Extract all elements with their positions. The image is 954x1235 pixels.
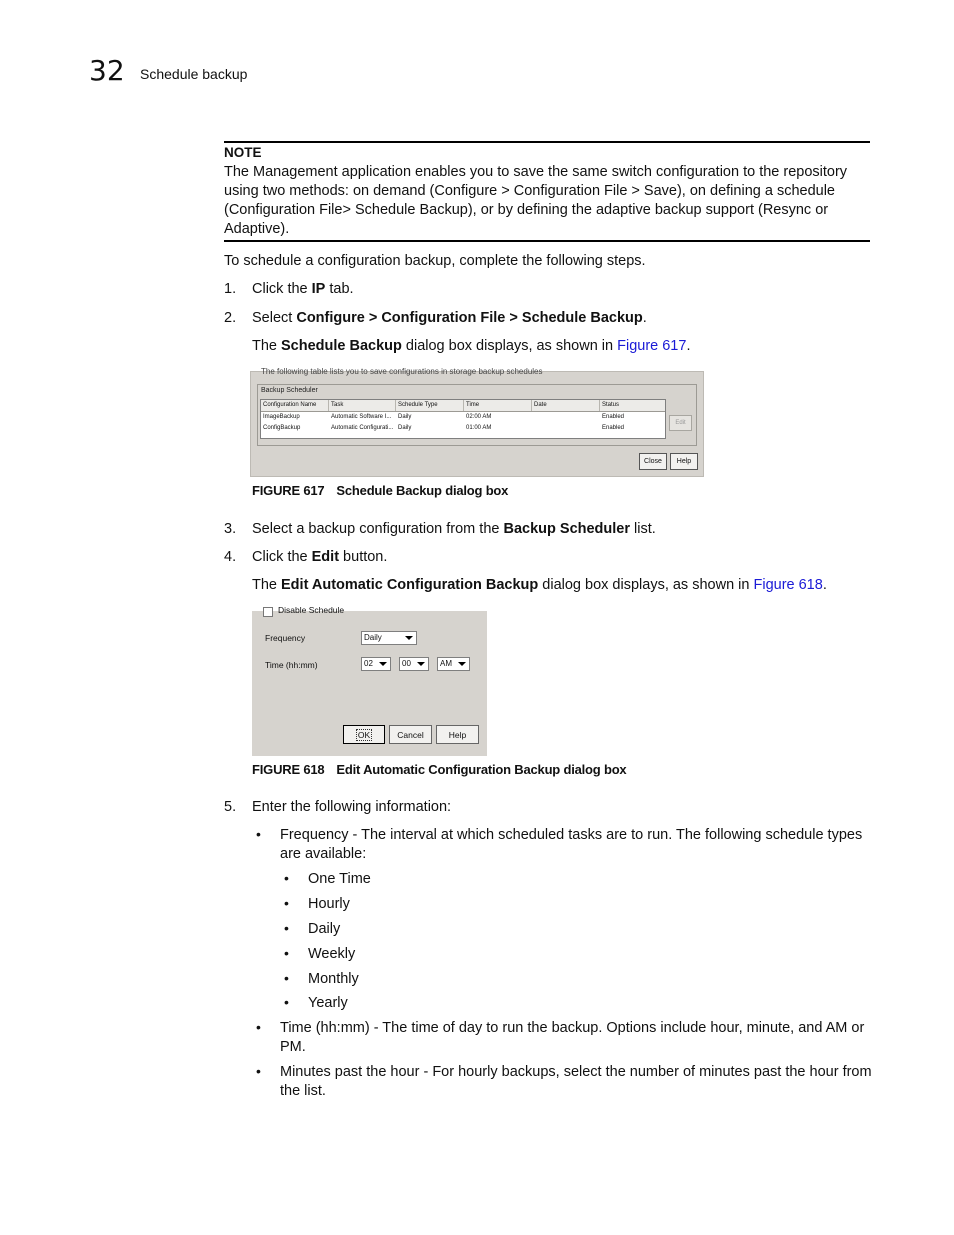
chevron-down-icon	[417, 662, 425, 666]
ok-button[interactable]: OK	[343, 725, 385, 744]
disable-schedule-label: Disable Schedule	[278, 605, 345, 615]
figure-618-link[interactable]: Figure 618	[753, 577, 823, 593]
figure-617-caption: FIGURE 617 Schedule Backup dialog box	[252, 483, 509, 498]
frequency-label: Frequency	[265, 633, 306, 643]
bullet-icon: •	[284, 920, 289, 936]
chevron-down-icon	[379, 662, 387, 666]
step-2-result: The Schedule Backup dialog box displays, as shown in Figure 617.	[252, 338, 691, 354]
time-bullet: Time (hh:mm) - The time of day to run the backup. Options include hour, minute, and AM or PM.	[280, 1020, 865, 1055]
column-header[interactable]: Date	[534, 402, 547, 408]
edit-automatic-configuration-backup-dialog	[252, 605, 487, 756]
cancel-button[interactable]: Cancel	[389, 725, 432, 744]
column-header[interactable]: Task	[331, 402, 344, 408]
chevron-down-icon	[458, 662, 466, 666]
step-5-text: Enter the following information:	[252, 799, 452, 815]
schedule-type-item: Weekly	[308, 946, 356, 962]
edit-button[interactable]: Edit	[669, 415, 692, 431]
step-4-result: The Edit Automatic Configuration Backup dialog box displays, as shown in Figure 618.	[252, 577, 827, 593]
table-header	[261, 400, 665, 412]
dialog-cut-description: The following table lists you to save configurations in storage backup schedules	[261, 367, 543, 376]
step-2-text: Select Configure > Configuration File > Schedule Backup.	[252, 310, 647, 326]
bullet-icon: •	[256, 1019, 261, 1035]
hour-select[interactable]: 02	[361, 657, 391, 671]
note-label: NOTE	[224, 145, 262, 160]
bullet-icon: •	[284, 895, 289, 911]
minutes-bullet: Minutes past the hour - For hourly backups, select the number of minutes past the hour from the list.	[280, 1064, 872, 1099]
note-top-rule	[224, 141, 870, 143]
column-header[interactable]: Schedule Type	[398, 402, 438, 408]
intro-text: To schedule a configuration backup, complete the following steps.	[224, 253, 646, 269]
note-bottom-rule	[224, 240, 870, 242]
minute-select[interactable]: 00	[399, 657, 429, 671]
help-button[interactable]: Help	[670, 453, 698, 470]
bullet-icon: •	[284, 970, 289, 986]
help-button[interactable]: Help	[436, 725, 479, 744]
backup-scheduler-title: Backup Scheduler	[261, 387, 318, 394]
step-2-number: 2.	[224, 310, 237, 326]
schedule-type-item: Hourly	[308, 896, 350, 912]
bullet-icon: •	[284, 870, 289, 886]
time-label: Time (hh:mm)	[265, 660, 318, 670]
frequency-select[interactable]: Daily	[361, 631, 417, 645]
chevron-down-icon	[405, 636, 413, 640]
step-3-number: 3.	[224, 521, 237, 537]
schedule-type-item: Daily	[308, 921, 341, 937]
step-1-number: 1.	[224, 281, 237, 297]
close-button[interactable]: Close	[639, 453, 667, 470]
backup-scheduler-table[interactable]: Configuration Name Task Schedule Type Time Date Status ImageBackup Automatic Software I... Daily 02:00 AM Enabled ConfigBackup Automatic Configurati... Daily 01:00 AM Enabled	[260, 399, 666, 439]
step-4-number: 4.	[224, 549, 237, 565]
note-body: The Management application enables you to save the same switch configuration to the repository using two methods: on demand (Configure > Configuration File > Save), on defining a schedule (Configuration File> Schedule Backup), or by defining the adaptive backup support (Resync or Adaptive).	[224, 164, 848, 237]
step-1-text: Click the IP tab.	[252, 281, 354, 297]
schedule-type-item: Monthly	[308, 971, 359, 987]
chapter-number: 32	[89, 54, 125, 87]
disable-schedule-checkbox[interactable]	[263, 607, 273, 617]
chapter-title: Schedule backup	[140, 66, 248, 82]
bullet-icon: •	[256, 1063, 261, 1079]
figure-617-link[interactable]: Figure 617	[617, 338, 687, 354]
frequency-bullet: Frequency - The interval at which scheduled tasks are to run. The following schedule types are available:	[280, 827, 863, 862]
bullet-icon: •	[256, 826, 261, 842]
schedule-backup-dialog	[250, 367, 704, 477]
step-4-text: Click the Edit button.	[252, 549, 388, 565]
column-header[interactable]: Configuration Name	[263, 402, 317, 408]
column-header[interactable]: Time	[466, 402, 480, 408]
bullet-icon: •	[284, 994, 289, 1010]
schedule-type-item: One Time	[308, 871, 371, 887]
bullet-icon: •	[284, 945, 289, 961]
column-header[interactable]: Status	[602, 402, 620, 408]
step-3-text: Select a backup configuration from the Backup Scheduler list.	[252, 521, 656, 537]
ampm-select[interactable]: AM	[437, 657, 470, 671]
schedule-type-item: Yearly	[308, 995, 348, 1011]
figure-618-caption: FIGURE 618 Edit Automatic Configuration Backup dialog box	[252, 762, 627, 777]
backup-scheduler-group	[257, 384, 697, 446]
step-5-number: 5.	[224, 799, 237, 815]
